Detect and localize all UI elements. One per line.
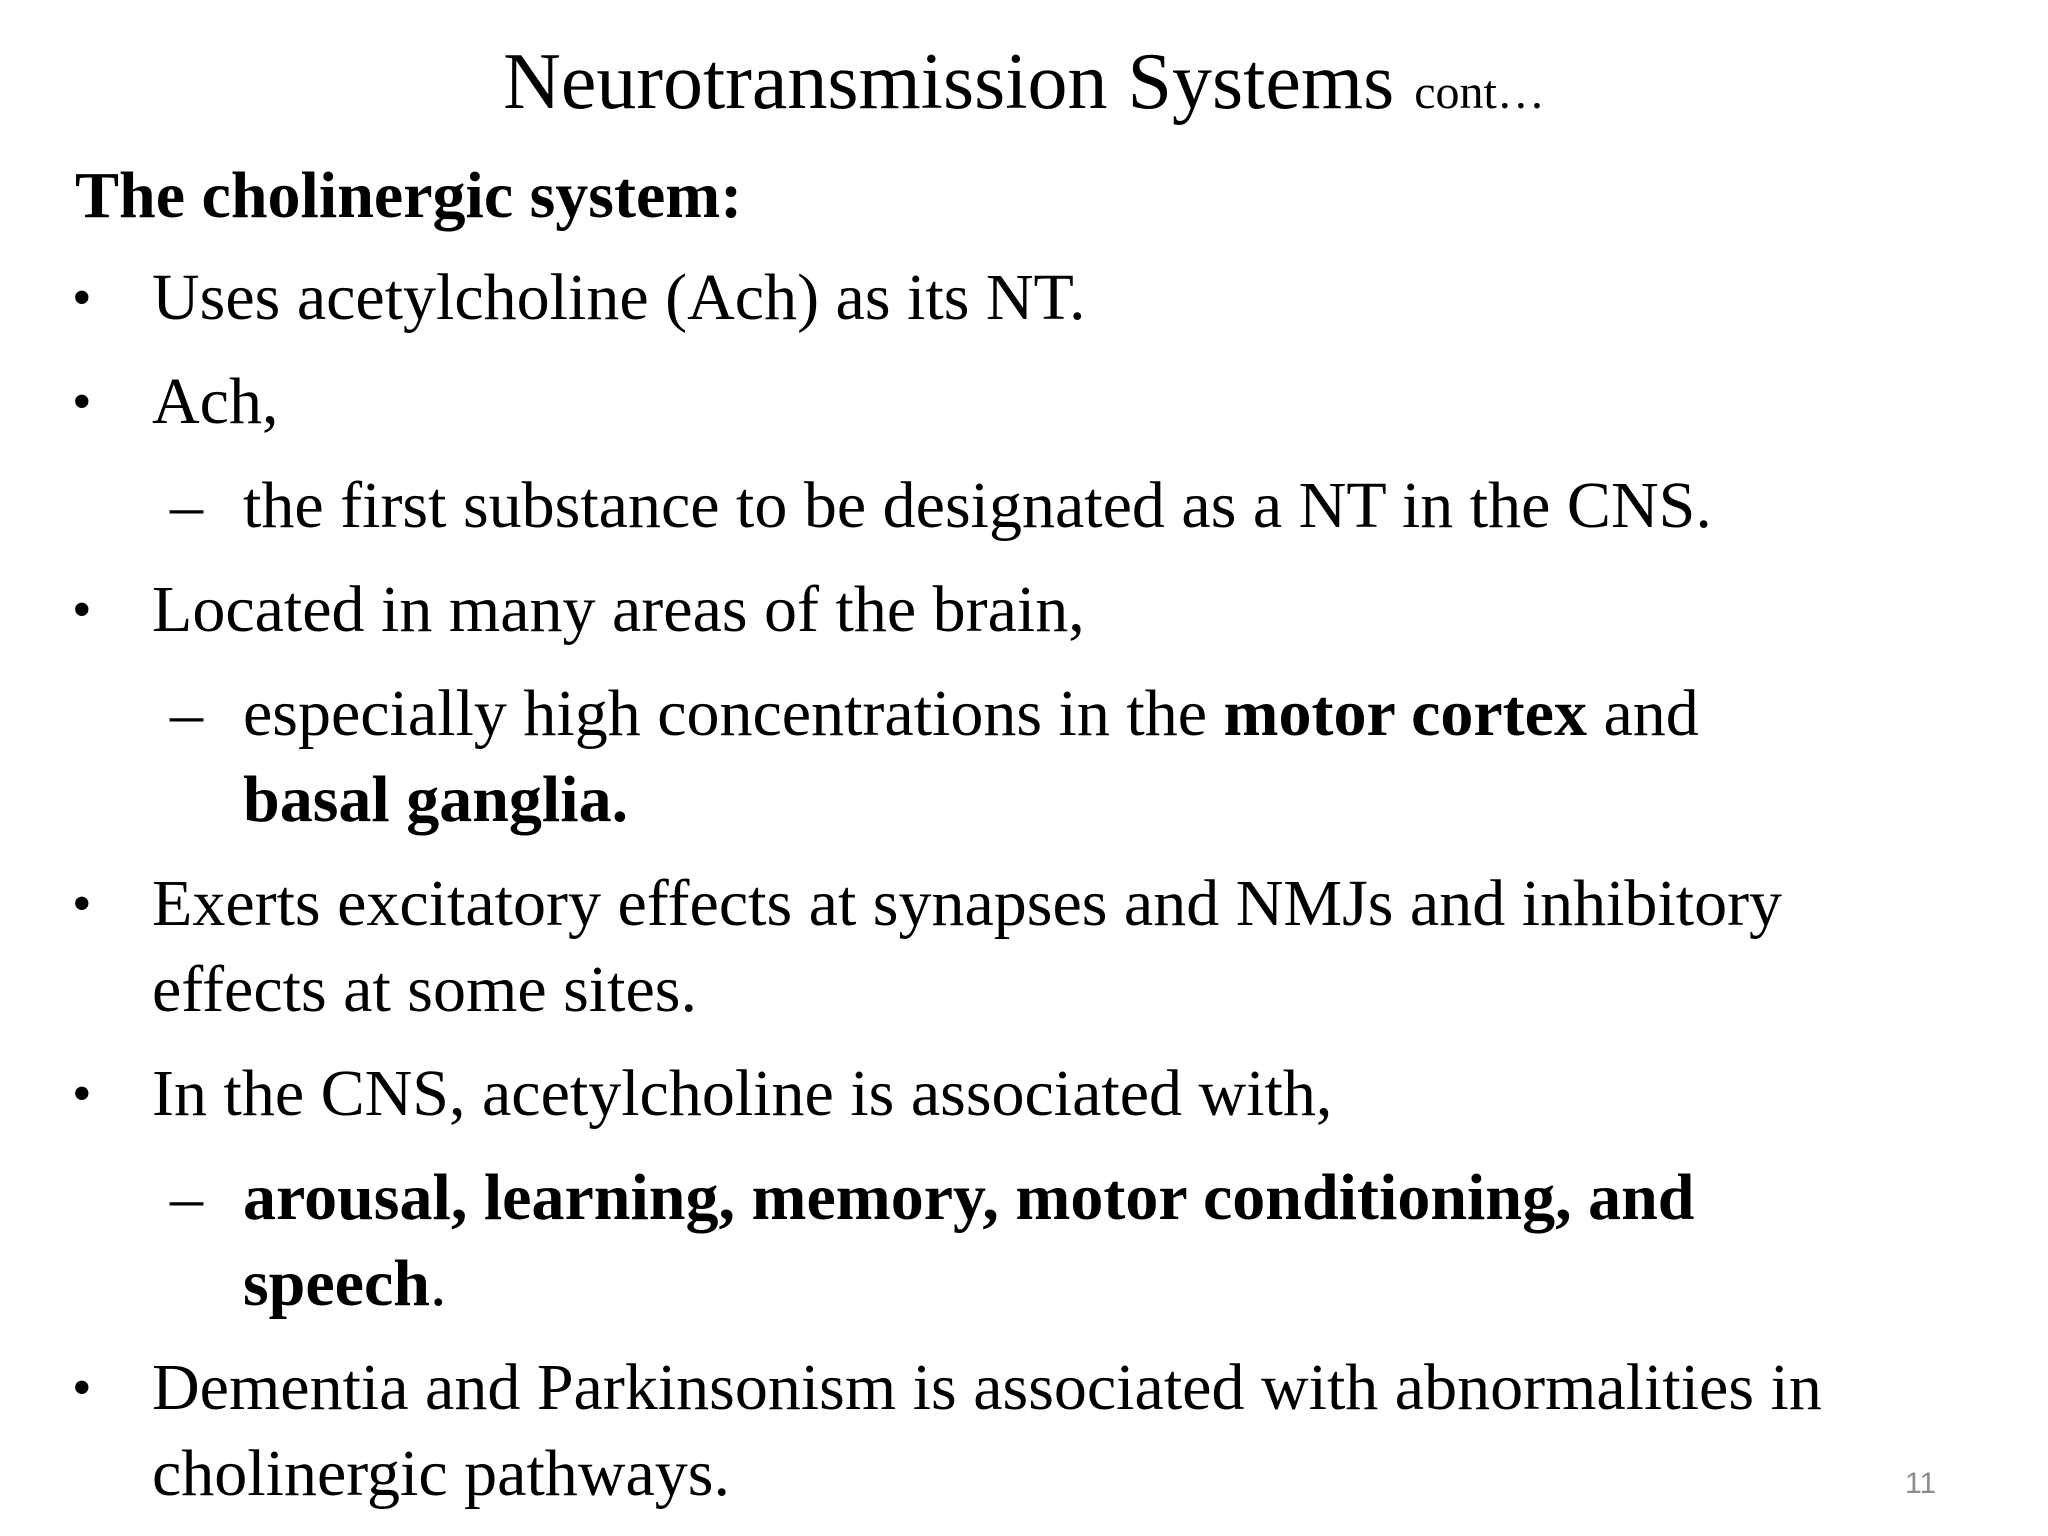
- sub-text-plain: and: [1586, 677, 1699, 750]
- sub-text-plain: especially high concentrations in the: [243, 677, 1224, 750]
- bullet-5-sub-line-2: [243, 1242, 446, 1326]
- bullet-marker: •: [72, 1357, 92, 1419]
- bullet-3-sub-line-1: [243, 672, 1699, 756]
- speech-bold: speech: [243, 1247, 430, 1320]
- title-suffix: cont…: [1414, 66, 1545, 119]
- dash-marker: –: [170, 677, 203, 750]
- bullet-marker: •: [72, 873, 92, 935]
- basal-ganglia-bold: basal ganglia.: [243, 763, 629, 836]
- bullet-2-text: Ach,: [152, 365, 279, 438]
- bullet-marker: •: [72, 267, 92, 329]
- bullet-5-text: In the CNS, acetylcholine is associated with,: [152, 1057, 1333, 1130]
- bullet-marker: •: [72, 579, 92, 641]
- bullet-4-line-2: effects at some sites.: [152, 953, 697, 1026]
- bullet-6-line-2: cholinergic pathways.: [152, 1437, 730, 1510]
- slide-title: [0, 34, 2048, 141]
- section-heading: The cholinergic system:: [75, 159, 743, 232]
- bullet-6-line-1: Dementia and Parkinsonism is associated with abnormalities in: [152, 1351, 1822, 1424]
- title-text: Neurotransmission Systems: [503, 38, 1395, 126]
- dash-marker: –: [170, 1161, 203, 1234]
- bullet-1-text: Uses acetylcholine (Ach) as its NT.: [152, 261, 1086, 334]
- page-number: 11: [1905, 1467, 1937, 1500]
- bullet-4-line-1: Exerts excitatory effects at synapses and NMJs and inhibitory: [152, 867, 1783, 940]
- motor-cortex-bold: motor cortex: [1223, 677, 1587, 750]
- bullet-5-sub-line-1: arousal, learning, memory, motor conditioning, and: [243, 1161, 1695, 1234]
- bullet-marker: •: [72, 371, 92, 433]
- bullet-3-text: Located in many areas of the brain,: [152, 573, 1085, 646]
- bullet-marker: •: [72, 1063, 92, 1125]
- dash-marker: –: [170, 469, 203, 542]
- bullet-2-sub-text: the first substance to be designated as a NT in the CNS.: [243, 469, 1712, 542]
- period: .: [429, 1247, 447, 1320]
